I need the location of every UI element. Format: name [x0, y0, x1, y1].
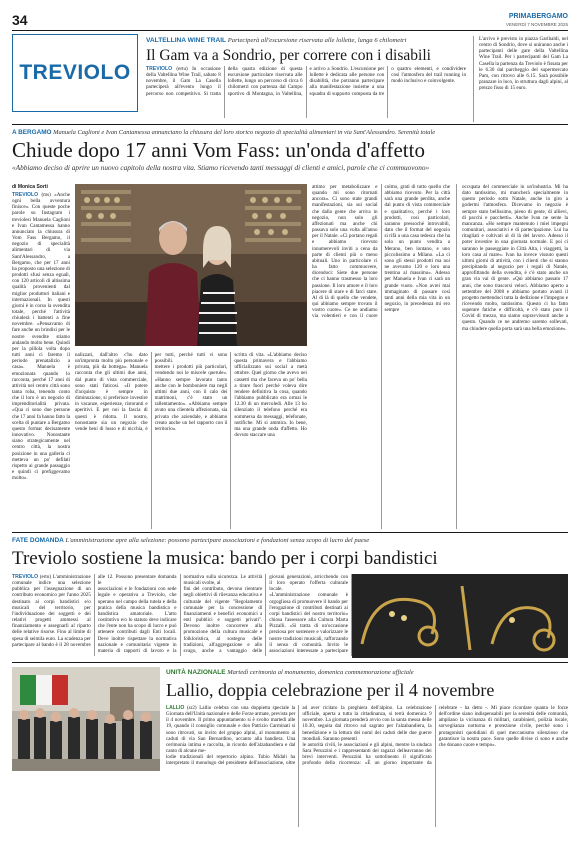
- story2-col6-text: occupata del commerciale in un'industria. Mi ha dato tantissimo, mi mancherà specialmente in questo periodo sotto Natale, anche in giro a godermi l'atmosfera. Dicevamo in negozio è sempre stato bellissimo, pieno di gente, di allievi, di pacchi e pacchetti». Anche Ivan ne sente la mancanza. «Ho sempre mantenuto i miei impegni comunitari, associativi e di partecipazione. Lui ha ritagliati e coltivati al di là del lavoro. Adesso il poter investire in una giornata normale. E poi ci saranno le passeggiate in Città Alta, i viaggetti, la loro casa al mare». Ivan ha invece vissuto questi ultimi giorni di attività, con i clienti che si stanno precipitando al negozio per i regali di Natale, approfittando della svendita, è c'è stato anche un gran via vai di gente. «Qui abbiamo passato 17 anni, che sono trascorsi veloci. Abbiamo aperto a settembre del 2008 e abbiamo portato avanti il progetto mettendoci tutta la dedizione e l'impegno e ricevendo molto, tantissimo. Questo ci ha fatto superare fatiche e difficoltà, e c'è stato pure il Covid di mezzo, ma siamo sopravvissuti anche a questo. Quando ce ne andremo saremo sollevati, ma chiudere quella porta sarà una bella emozione».: [462, 184, 568, 332]
- story2-col4-text: scritta di vita. «L'abbiamo deciso questa primavera e l'abbiamo ufficializzato sui social a metà ottobre. Quel giorno che avevo nei cassetti ma che faceva un po' bella a tirare fuori perché voleva dire rendere definitiva la cosa, quando l'abbiamo pubblicato era ormai le 12.30 di un mercoledì. Alle 13 ho silenziato il telefono perché era sommersa da messaggi, telefonate, notifiche. Mi si ammira. Io bene, ma una grande onda d'affetto. Ho dovuto staccare una: [234, 352, 307, 439]
- page-number: 34: [12, 12, 28, 28]
- story2-kicker: A BERGAMO: [12, 129, 52, 136]
- story4-col2-text: lodie tradizionali del repertorio alpino. Tobio Midali ha interpretato il monologo del presidente dell'associazione, oltre ad aver ricitato la preghiera dell'alpino. La celebrazione ufficiale, aperta a tutta la cittadinanza, si terrà domenica 9 novembre. La giornata prenderà avvio con la santa messa delle 10.30, seguita dal ritrovo sul sagrato per l'alzabandiera, la benedizione e la lettura dei nomi dei caduti delle due guerre mondiali. Saranno presenti: [166, 705, 432, 767]
- story1-body: [146, 66, 466, 118]
- story2-lead-tag: TREVIOLO: [12, 192, 39, 198]
- story1-body-text: In occasione della Valtellina Wine Trail, sabato 8 novembre, il Gam La Casella parteciperà all'evento lungo il percorso non competitivo. Si tratta della quarta edizione di questa escursione particolare riservata alle lollette, lungo un percorso di circa 6 chilometri con partenza dal Campo sportivo di Montagna, in Valtellina, e arrivo a Sondrio. L'escursione per lollette è dedicata alle persone con disabilità, che potranno partecipare alla manifestazione insieme a una squadra di supporto composta da tre o quattro elementi, e condividere così l'atmosfera del trail running in modo inclusivo e coinvolgente.: [146, 66, 466, 97]
- story2-col6: [456, 184, 568, 529]
- story2-byline: [12, 184, 72, 190]
- story2-col5-text: attimo per metabolizzare e quando mi sono ritornati ancora». Ci sono state grandi manifestazioni, sia sui social che dalla gente che arriva in negozio, non solo gli affezionati ma anche chi passava solo una volta all'anno per il Natale. «Ci portano regali e abbiamo ricevuto innumerevoli inviti a cena da parte di clienti più o meno abituali. Uno in particolare ci ha fatto commuovere, dicendoci: Siete due persone che ci hanno trasmesso la loro passione. Il loro amore e il loro piacere di stare e di farci stare. Al di là di quello che vendete, qui abbiamo sempre trovato il vostro cuore». Ce ne andiamo via volentieri e con il cuore colmo, grati di tutto quello che abbiamo ricevuto. Per la città sarà una grande perdita, anche dal punto di vista commerciale e qualitativo, perché i loro prodotti, così particolari, saranno pressoché introvabili, dato che il format del negozio si rifà a una casa tedesca che ha solo un punto vendita a Merano, ben lontano, e uno piccolissimo a Milano. «La ci sono gli stessi prodotti ma noi ne avevamo 120 e loro una trentina al massimo». Adesso per Manuela e Ivan ci sarà un grande vuoto. «Non avrei mai immaginato di passare così tanti anni della mia vita in un negozio, in precedenza mi ero sempre: [312, 184, 450, 320]
- story1-byline: (ertu): [176, 66, 188, 72]
- story2-col5: [312, 184, 450, 529]
- divider-1: [12, 124, 568, 125]
- section-box: [12, 34, 138, 112]
- story3-kicker: FATE DOMANDA: [12, 537, 64, 544]
- story2-col3-text: mettere i prodotti più particolari, vendendo noi le miscele querule». «Hanno sempre lavorato tanto anche con le bomboniere ma negli ultimi due anni, con il calo dei matrimoni, c'è stato un rallentamento». «Abbiamo sempre avuto una clientela affezionata, sia privata che aziendale, e abbiamo creato anche un bel rapporto con il territorio».: [154, 364, 228, 432]
- story1-kicker: VALTELLINA WINE TRAIL: [146, 37, 227, 44]
- story2-kicker-text: Manuela Caglioni e Ivan Cantamessa annunciano la chiusura del loro storico negozio di specialità alimentari in via Sant'Alessandro. Serenità totale: [53, 129, 436, 136]
- story3-col2-text: associazioni e le fondazioni con sede legale e operativa a Treviolo, che operano nel campo della tutela e della pratica della musica bandistica e bandistica amatoriale. L'atto costitutivo e/o lo statuto deve indicare che l'ente non ha scopo di lucro e può ottenere contributi dagli Enti locali. Deve inoltre rispettare la normativa nazionale e comunitaria vigente in materia di rapporti di lavoro e la normativa sulla sicurezza. Le attività musicali svolte, al: [97, 574, 263, 654]
- story1-lead-tag: TREVIOLO: [146, 66, 173, 72]
- ceremony-photo-illustration: [12, 667, 160, 771]
- story1-side: [473, 36, 568, 122]
- story3-kicker-line: [12, 537, 568, 544]
- story2-cols-2-4: [75, 352, 307, 529]
- band-photo-illustration: [352, 574, 568, 658]
- band-photo: [352, 574, 568, 658]
- story1-kicker-text: Parteciperà all'escursione riservata alle lollette, lunga 6 chilometri: [227, 37, 407, 44]
- story4-cols: [166, 705, 568, 827]
- story4-kicker: UNITÀ NAZIONALE: [166, 669, 226, 676]
- story3-col1-text: (ertu) L'amministrazione comunale indice una selezione pubblica per l'assegnazione di un contributo economico per l'anno 2025 destinato ai corpi bandistici e/o musicali del territorio, per l'individuazione dei soggetti e dei relativi progetti ammessi al finanziamento e assegnarli al riparto delle relative risorse. Fino al limite di spesa di seimila euro. La scadenza per partecipare al bando è il 28 novembre alle 12. Possono presentare domanda le: [12, 574, 177, 648]
- story1-kicker-line: [146, 37, 466, 44]
- story3-col3-text: fini del contributo, devono rientrare negli obiettivi di rilevanza educativa e culturale del vigente "Regolamento comunale per la concessione di finanziamenti e benefici economici a enti pubblici e soggetti privati". Devono inoltre concorrere alla promozione della cultura musicale e folkloristica, al sostegno delle tradizioni, all'aggregazione e allo svago, anche a vantaggio delle giovani generazioni, arricchendo con il loro operato l'offerta culturale locale.: [183, 574, 348, 654]
- story3-cols-1-3: [12, 574, 348, 656]
- story3-title: Treviolo sostiene la musica: bando per i corpi bandistici: [12, 548, 438, 569]
- story3-col4-text: «L'amministrazione comunale è orgogliosa di promuovere il bando per l'erogazione di contributi destinati ai corpi bandistici del nostro territorio» chiosa l'assessore alla Cultura Marta Pizzalli. «Si tratta di un'occasione preziosa per sostenere e valorizzare le nostre tradizioni musicali, rafforzando il senso di comunità. Invito le associazioni interessate a partecipare: [269, 592, 348, 654]
- story2-title: Chiude dopo 17 anni Vom Fass: un'onda d'affetto: [12, 138, 425, 162]
- ceremony-photo: [12, 667, 160, 771]
- divider-2: [12, 532, 568, 533]
- header-rule: [12, 30, 568, 31]
- story3-lead-tag: TREVIOLO: [12, 574, 39, 580]
- story3-kicker-text: L'amministrazione apre alla selezione: possono partecipare associazioni e fondazioni senza scopo di lucro del paese: [65, 537, 370, 544]
- divider-3: [12, 662, 568, 663]
- story4-title: Lallio, doppia celebrazione per il 4 novembre: [166, 680, 495, 700]
- shop-photo: [75, 184, 307, 346]
- story2-subtitle: «Abbiamo deciso di aprire un nuovo capitolo della nostra vita. Stiamo ricevendo tanti messaggi di clienti e amici, parole che ci commuovono»: [12, 163, 430, 172]
- issue-date: VENERDÌ 7 NOVEMBRE 2025: [505, 22, 568, 27]
- section-title: TREVIOLO: [19, 61, 131, 84]
- story2-col1-text: (ms) «Anche ogni bella avventura finisce». Con queste poche parole su Instagram i treviolesi Manuela Caglioni e Ivan Cantamessa hanno annunciato la chiusura di Vom Fass Bergamo, il negozio di specialità alimentari di via Sant'Alessandro, a Bergamo, che per 17 anni ha proposto una selezione di prodotti sfusi senza eguali, con 120 articoli di altissima qualità provenienti dal miglior produttori italiani e internazionali. In questi giorni è in corso la svendita totale, perché l'attività chiuderà i battenti a fine novembre. «Pensavamo di fare anche un brindisi per le nostre svendite stiamo andando molto bene. Quindi per la pillola volta dopo tutti anni ci faremo il periodo prenatalizio a casa». Manuela è emozionata quando lo racconta, perché 17 anni di attività nel centro città sono tanta roba, tenendo conto che il loro è un negozio di imprenditorialità privata. «Qua ci sono due persone che 17 anni fa hanno fatto la scelta di puntare a Bergamo questo format decisamente innovativo. Nonostante siano strategicamente nel centro città, la nostra posizione in una galleria ci metteva un po' defilati rispetto ai grande passaggio e quindi ci prefiggevamo molto».: [12, 192, 71, 482]
- story4-col3-text: le autorità civili, le associazioni e gli alpini, mentre la sindaca Sara Peruzzini e i rappresentanti dei ragazzi delleavranno dei brevi interventi. Peruzzini ha sottolineato il significato profondo della ricorrenza: «È un giorno importante da celebrare - ha detto -. Mi piace ricordare quanto le forze dell'ordine siano indispensabili per la serenità delle comunità, ampliano la vicinanza di militari, carabinieri, polizia locale, sorveglianza notturna e protezione civile, perché sono i protagonisti quotidiani di quel meccanismo silenzioso che garantisce la nostra pace. Sono quelle divise ci sono e anche che donano cuore e tempo».: [302, 705, 568, 767]
- byline-text: di Monica Sorti: [12, 184, 48, 190]
- story2-col1: [12, 192, 70, 529]
- story4-col1-text: (sr2) Lallio celebra con una doppietta speciale la Giornata dell'Unità nazionale e delle Forze armate, prevista per il 4 novembre. Il primo appuntamento si è svolto martedì alle 19, quando il consiglio comunale e don Patrizio Carminati si sono ritrovati, su invito del gruppo alpini, al monumento ai caduti di via San Bernardino, accanto alla bandiera. Una cerimonia intima e raccolta, in ricordo dell'alzabandiera e dal canto di alcune me-: [166, 705, 296, 755]
- story4-kicker-text: Martedì cerimonia al monumento, domenica commemorazione ufficiale: [227, 669, 414, 676]
- story4-lead-tag: LALLIO: [166, 705, 185, 711]
- shop-photo-illustration: [75, 184, 307, 346]
- story1-side-text: L'arrivo è previsto in piazza Garibaldi, nel centro di Sondrio, dove si uniranno anche i partecipanti delle gare della Valtellina Wine Trail. Per i partecipanti del Gam La Casella la partenza da Treviolo è fissata per le 6.30 dal parcheggio del supermercato Pam, con ritrovo alle 6.15. Sarà possibile pranzare in loco, in struttura dagli alpini, al prezzo fisso di 15 euro.: [479, 36, 568, 92]
- story2-kicker-line: [12, 129, 568, 136]
- story4-kicker-line: [166, 669, 568, 676]
- story1-title: Il Gam va a Sondrio, per correre con i disabili: [146, 47, 431, 64]
- brand-logo: PRIMABERGAMO: [508, 13, 568, 20]
- story2-col2-text: nalizzati, dall'altro c'ho dato un'impronta molto più personale e privata, più da bottega». Manuela racconta che gli ultimi due anni, dal punto di vista commerciale, sono stati faticosi. «Il potere d'acquisto è sempre in diminuzione, si preferisce investire in vacanze, esperienze, ristoranti e aperitivi. E per noi la fascia di questi è ridotta. Il nostro, nonostante sia un negozio che vende beni di lusso e di nicchia, è per tutti, perché tutti vi sono possibili.: [75, 352, 228, 432]
